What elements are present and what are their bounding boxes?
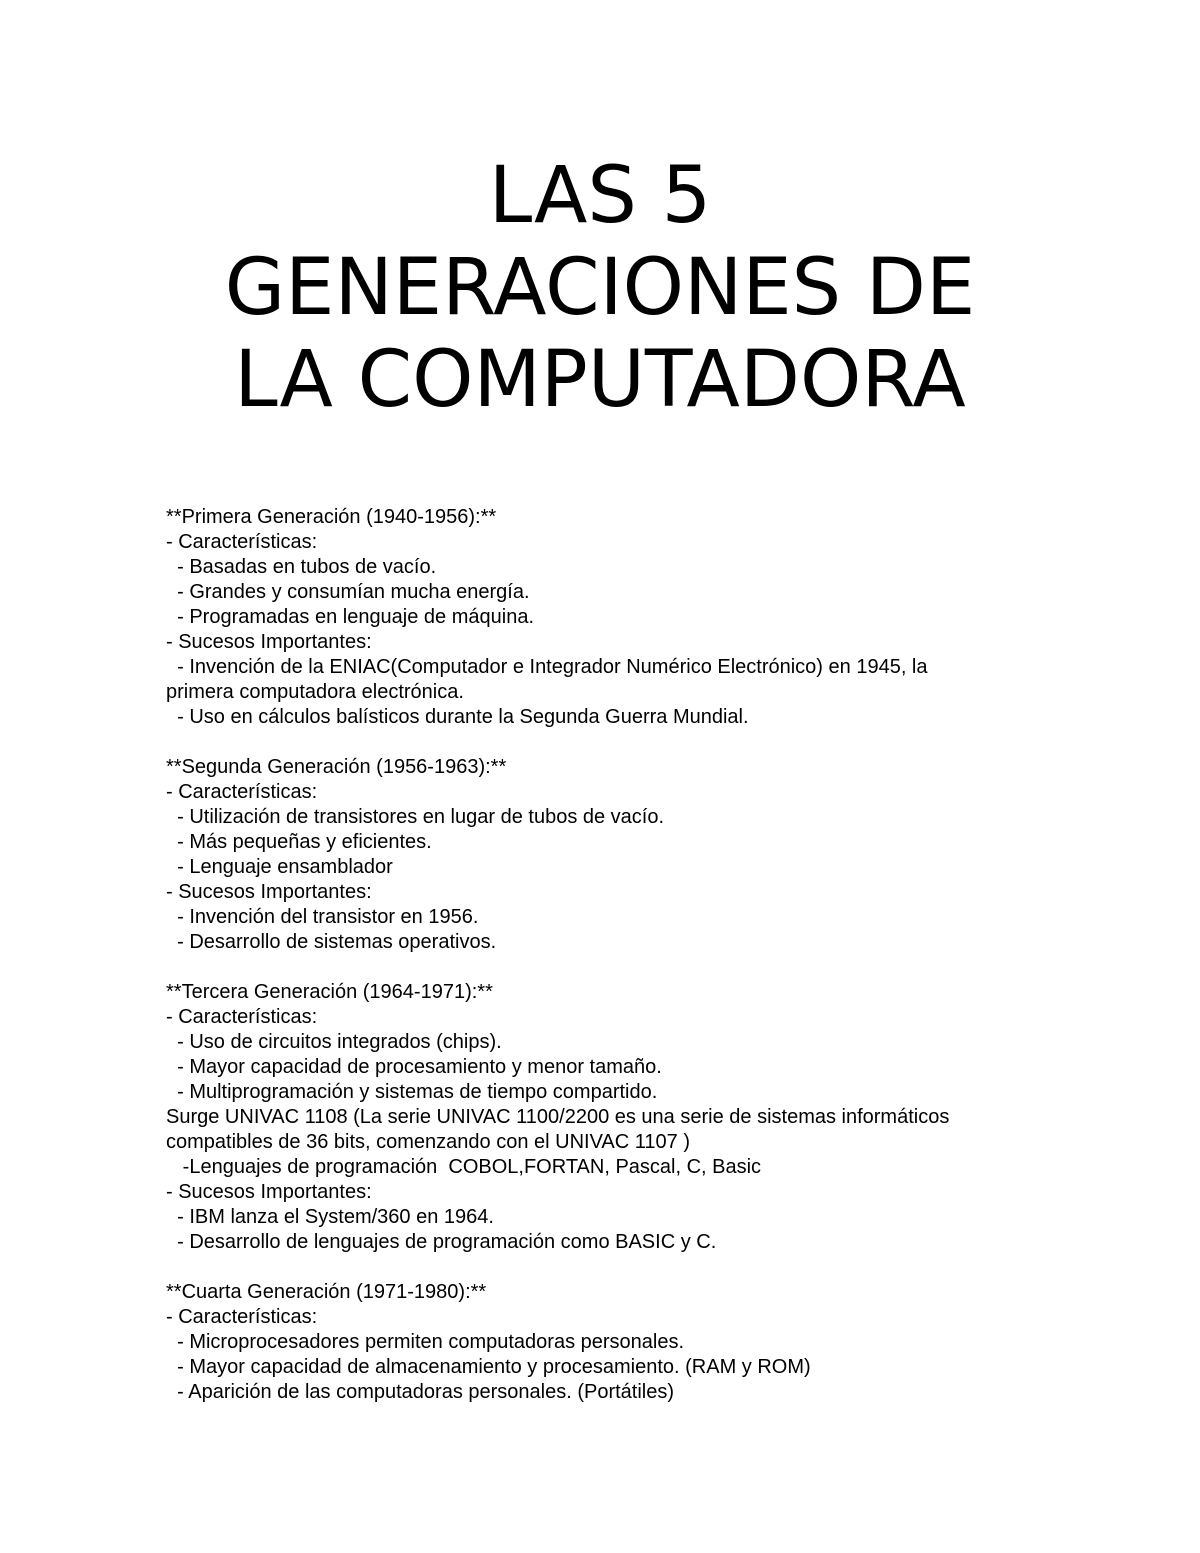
text-line: - Desarrollo de sistemas operativos. [166,931,497,953]
title-line: GENERACIONES DE [224,243,976,333]
text-line: - Características: [166,531,318,553]
section-segunda-generacion [166,755,1046,955]
text-line: Surge UNIVAC 1108 (La serie UNIVAC 1100/2200 es una serie de sistemas informáticos [166,1106,950,1128]
text-line: - Grandes y consumían mucha energía. [166,581,530,603]
text-line: - Multiprogramación y sistemas de tiempo compartido. [166,1081,658,1103]
section-heading: **Tercera Generación (1964-1971):** [166,981,493,1003]
text-line: - Lenguaje ensamblador [166,856,393,878]
text-line: - Aparición de las computadoras personales. (Portátiles) [166,1381,675,1403]
section-heading: **Primera Generación (1940-1956):** [166,506,497,528]
text-line: - Características: [166,1006,318,1028]
text-line: - Utilización de transistores en lugar de tubos de vacío. [166,806,665,828]
document-title [0,150,1200,426]
text-line: - Sucesos Importantes: [166,881,372,903]
text-line: - Sucesos Importantes: [166,1181,372,1203]
section-heading: **Segunda Generación (1956-1963):** [166,756,507,778]
text-line: - Programadas en lenguaje de máquina. [166,606,535,628]
text-line: - Sucesos Importantes: [166,631,372,653]
text-line: - Desarrollo de lenguajes de programación como BASIC y C. [166,1231,717,1253]
text-line: - Uso de circuitos integrados (chips). [166,1031,502,1053]
text-line: - Invención del transistor en 1956. [166,906,479,928]
blank-line [166,730,1046,755]
title-line: LAS 5 [488,151,712,241]
text-line: - Microprocesadores permiten computadoras personales. [166,1331,685,1353]
blank-line [166,955,1046,980]
text-line: - Características: [166,781,318,803]
section-primera-generacion [166,505,1046,730]
text-line: - Basadas en tubos de vacío. [166,556,437,578]
blank-line [166,1255,1046,1280]
text-line: - Uso en cálculos balísticos durante la Segunda Guerra Mundial. [166,706,749,728]
document-body [166,505,1046,1405]
title-line: LA COMPUTADORA [234,335,966,425]
text-line: - Invención de la ENIAC(Computador e Integrador Numérico Electrónico) en 1945, la [166,656,928,678]
text-line: compatibles de 36 bits, comenzando con el UNIVAC 1107 ) [166,1131,690,1153]
text-line: - Características: [166,1306,318,1328]
text-line: -Lenguajes de programación COBOL,FORTAN, Pascal, C, Basic [166,1156,762,1178]
text-line: primera computadora electrónica. [166,681,464,703]
text-line: - Mayor capacidad de procesamiento y menor tamaño. [166,1056,662,1078]
text-line: - IBM lanza el System/360 en 1964. [166,1206,494,1228]
section-tercera-generacion [166,980,1046,1255]
text-line: - Más pequeñas y eficientes. [166,831,432,853]
section-cuarta-generacion [166,1280,1046,1405]
section-heading: **Cuarta Generación (1971-1980):** [166,1281,487,1303]
text-line: - Mayor capacidad de almacenamiento y procesamiento. (RAM y ROM) [166,1356,811,1378]
